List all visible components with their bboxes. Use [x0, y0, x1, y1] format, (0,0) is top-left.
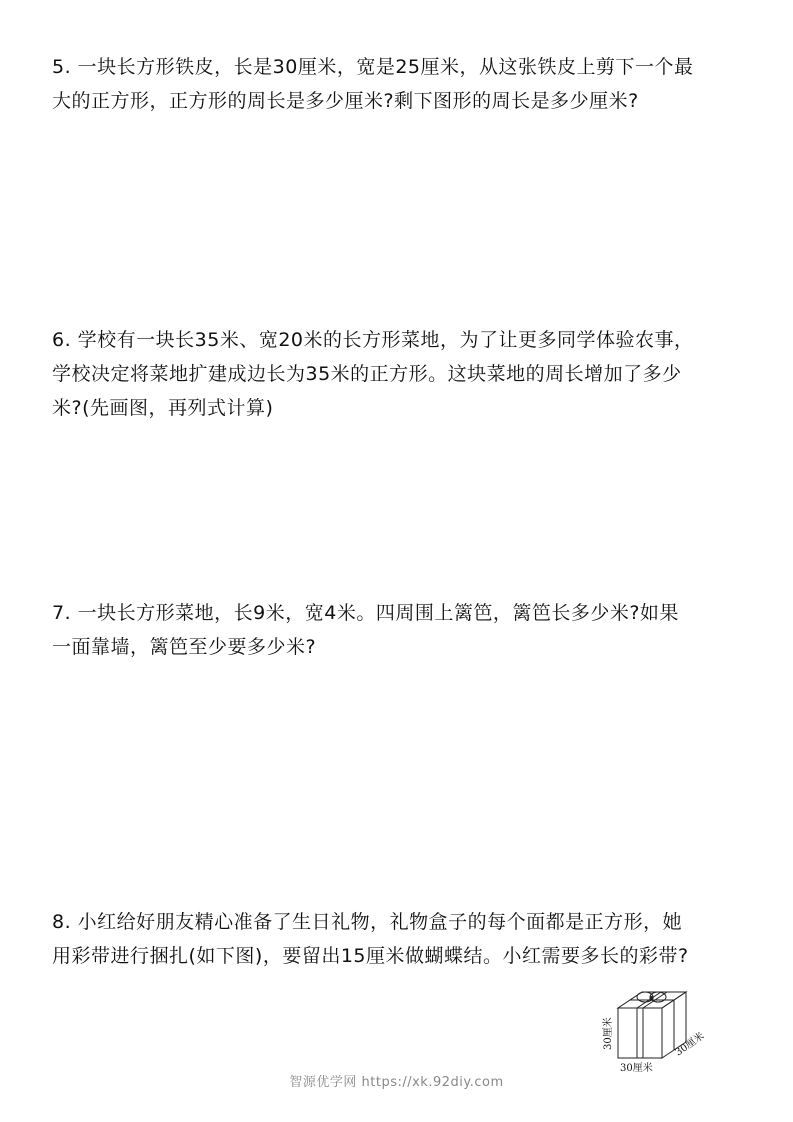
question-6-line-2: 学校决定将菜地扩建成边长为35米的正方形。这块菜地的周长增加了多少 [52, 363, 682, 385]
question-8 [52, 905, 752, 973]
question-5-line-2: 大的正方形，正方形的周长是多少厘米?剩下图形的周长是多少厘米? [52, 90, 639, 112]
question-5-line-1: 5. 一块长方形铁皮，长是30厘米，宽是25厘米，从这张铁皮上剪下一个最 [52, 56, 694, 78]
question-7 [52, 596, 752, 664]
question-7-line-1: 7. 一块长方形菜地，长9米，宽4米。四周围上篱笆，篱笆长多少米?如果 [52, 602, 679, 624]
question-6-line-3: 米?(先画图，再列式计算) [52, 397, 274, 419]
question-5 [52, 50, 752, 118]
label-depth: 30厘米 [673, 1030, 707, 1059]
footer-watermark: 智源优学网 https://xk.92diy.com [289, 1075, 504, 1090]
label-width: 30厘米 [620, 1063, 653, 1074]
question-8-line-1: 8. 小红给好朋友精心准备了生日礼物，礼物盒子的每个面都是正方形，她 [52, 911, 683, 933]
question-6 [52, 323, 752, 425]
label-height: 30厘米 [603, 1017, 614, 1050]
question-6-line-1: 6. 学校有一块长35米、宽20米的长方形菜地，为了让更多同学体验农事， [52, 329, 694, 351]
gift-box-drawing [590, 978, 720, 1078]
gift-box-figure [590, 978, 720, 1078]
question-7-line-2: 一面靠墙，篱笆至少要多少米? [52, 636, 317, 658]
question-8-line-2: 用彩带进行捆扎(如下图)，要留出15厘米做蝴蝶结。小红需要多长的彩带? [52, 945, 689, 967]
